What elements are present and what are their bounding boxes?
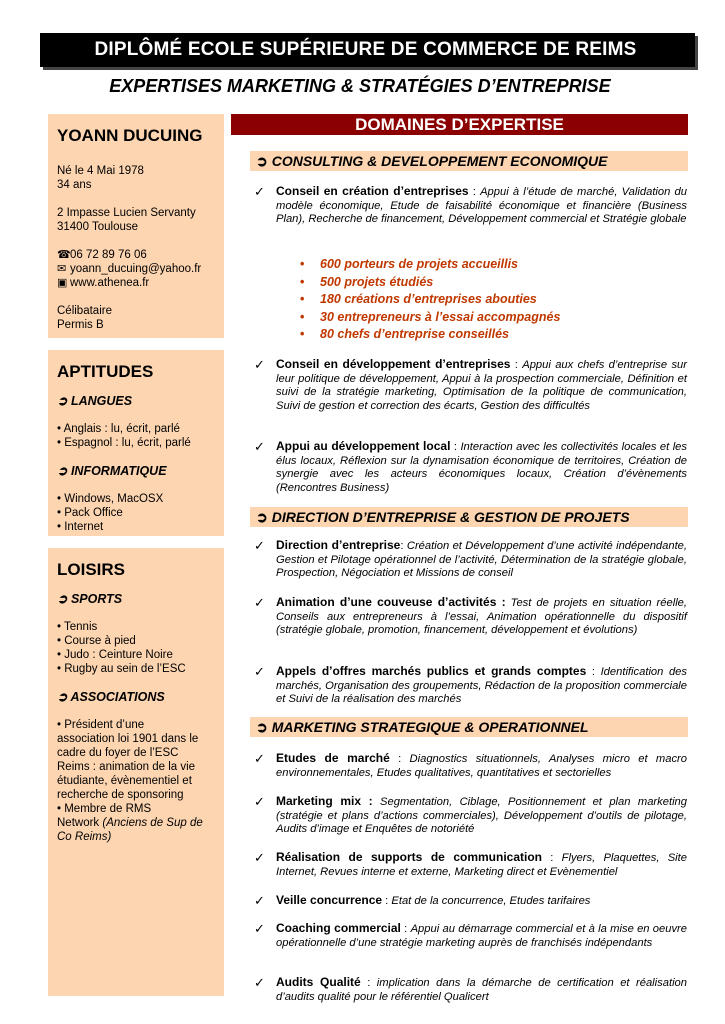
result-item: • 180 créations d’entreprises abouties xyxy=(300,291,680,309)
arrow-icon: ➲ xyxy=(256,719,268,735)
sport-item: • Judo : Ceinture Noire xyxy=(57,649,173,661)
check-icon: ✓ xyxy=(254,664,265,679)
association-line: Co Reims) xyxy=(57,831,112,843)
website-link[interactable]: www.athenea.fr xyxy=(70,277,150,289)
check-icon: ✓ xyxy=(254,794,265,809)
sport-item: • Tennis xyxy=(57,621,98,633)
marital-status: Célibataire xyxy=(57,305,112,317)
check-icon: ✓ xyxy=(254,357,265,372)
aptitudes-box xyxy=(48,350,224,536)
expertise-item: ✓ Direction d’entreprise: Création et Développement d’une activité indépendante, Gestion et Pilotage opérationnel de l’activité, Détermination de la stratégie globale, Prospection, Négociation et Missions de conseil xyxy=(254,538,688,579)
check-icon: ✓ xyxy=(254,893,265,908)
expertise-item: ✓ Conseil en création d’entreprises : Appui à l’étude de marché, Validation du modèle économique, Etude de faisabilité économique et financière (Business Plan), Recherche de financement, Développement commercial et Stratégie globale xyxy=(254,184,687,225)
associations-heading: ➲ ASSOCIATIONS xyxy=(57,690,165,704)
result-item: • 80 chefs d’entreprise conseillés xyxy=(300,326,680,344)
address-line-2: 31400 Toulouse xyxy=(57,221,138,233)
check-icon: ✓ xyxy=(254,538,265,553)
expertise-item: ✓ Etudes de marché : Diagnostics situationnels, Analyses micro et macro environnementales, Etudes qualitatives, quantitatives et sectorielles xyxy=(254,751,687,779)
expertise-item: ✓ Appui au développement local : Interaction avec les collectivités locales et les élus locaux, Réflexion sur la dynamisation économique de territoires, Création de synergie avec les acteurs économiques locaux, Création d’évènements (Rencontres Business) xyxy=(254,439,687,494)
results-list xyxy=(300,256,680,344)
phone-row xyxy=(57,248,216,262)
computing-item: • Pack Office xyxy=(57,507,123,519)
envelope-icon: ✉ xyxy=(57,263,67,275)
expertise-item: ✓ Veille concurrence : Etat de la concurrence, Etudes tarifaires xyxy=(254,893,591,908)
check-icon: ✓ xyxy=(254,439,265,454)
arrow-icon: ➲ xyxy=(256,509,268,525)
document-subtitle: EXPERTISES MARKETING & STRATÉGIES D’ENTREPRISE xyxy=(109,76,611,96)
candidate-name: YOANN DUCUING xyxy=(57,126,203,145)
website-row xyxy=(57,276,216,290)
document-title: DIPLÔMÉ ECOLE SUPÉRIEURE DE COMMERCE DE REIMS xyxy=(94,39,637,60)
section-management: ➲ DIRECTION D’ENTREPRISE & GESTION DE PROJETS xyxy=(250,507,688,527)
phone-icon: ☎ xyxy=(57,249,71,261)
birth-date: Né le 4 Mai 1978 xyxy=(57,165,144,177)
association-line: association loi 1901 dans le xyxy=(57,733,199,745)
association-line: Network (Anciens de Sup de xyxy=(57,817,203,829)
result-item: • 500 projets étudiés xyxy=(300,274,680,292)
check-icon: ✓ xyxy=(254,751,265,766)
sport-item: • Rugby au sein de l’ESC xyxy=(57,663,186,675)
age: 34 ans xyxy=(57,179,92,191)
association-line: étudiante, évènementiel et xyxy=(57,775,192,787)
sports-heading: ➲ SPORTS xyxy=(57,592,123,606)
check-icon: ✓ xyxy=(254,975,265,990)
expertise-item: ✓ Animation d’une couveuse d’activités : Test de projets en situation réelle, Conseils aux entrepreneurs à l’essai, Animation opérationnelle du dispositif (stratégie globale, promotion, financement, développement et évolutions) xyxy=(254,595,688,636)
address-line-1: 2 Impasse Lucien Servanty xyxy=(57,207,196,219)
expertise-item: ✓ Coaching commercial : Appui au démarrage commercial et à la mise en oeuvre opérationnelle d’une stratégie marketing auprès de franchisés indépendants xyxy=(254,921,688,949)
section-marketing: ➲ MARKETING STRATEGIQUE & OPERATIONNEL xyxy=(250,717,688,737)
language-item: • Espagnol : lu, écrit, parlé xyxy=(57,437,191,449)
aptitudes-title: APTITUDES xyxy=(57,362,154,381)
hobbies-title: LOISIRS xyxy=(57,560,126,579)
driving-license: Permis B xyxy=(57,319,104,331)
association-line: • Membre de RMS xyxy=(57,803,152,815)
arrow-icon: ➲ xyxy=(57,394,71,408)
expertise-title: DOMAINES D’EXPERTISE xyxy=(231,114,688,135)
association-line: recherche de sponsoring xyxy=(57,789,184,801)
arrow-icon: ➲ xyxy=(256,153,268,169)
check-icon: ✓ xyxy=(254,184,265,199)
arrow-icon: ➲ xyxy=(57,464,71,478)
computing-item: • Windows, MacOSX xyxy=(57,493,164,505)
hobbies-box xyxy=(48,548,224,996)
result-item: • 600 porteurs de projets accueillis xyxy=(300,256,680,274)
phone-number: 06 72 89 76 06 xyxy=(70,249,147,261)
sport-item: • Course à pied xyxy=(57,635,136,647)
email-row xyxy=(57,262,216,276)
arrow-icon: ➲ xyxy=(57,592,71,606)
expertise-item: ✓ Appels d’offres marchés publics et grands comptes : Identification des marchés, Organisation des groupements, Rédaction de la proposition commerciale et Suivi de la réalisation des marchés xyxy=(254,664,687,705)
expertise-item: ✓ Marketing mix : Segmentation, Ciblage, Positionnement et plan marketing (stratégie et plans d’actions commerciales), Développement d’outils de pilotage, Audits d’image et Enquêtes de notoriété xyxy=(254,794,688,835)
association-line: • Président d’une xyxy=(57,719,145,731)
identity-box xyxy=(48,114,224,338)
result-item: • 30 entrepreneurs à l’essai accompagnés xyxy=(300,309,680,327)
computing-item: • Internet xyxy=(57,521,104,533)
association-line: Reims : animation de la vie xyxy=(57,761,196,773)
arrow-icon: ➲ xyxy=(57,690,71,704)
expertise-item: ✓ Conseil en développement d’entreprises : Appui aux chefs d’entreprise sur leur politique de développement, Appui à la prospection commerciale, Définition et suivi de la stratégie marketing, Optimisation de la politique de communication, Suivi de gestion et correction des écarts, Gestion des difficultés xyxy=(254,357,687,412)
title-bar xyxy=(40,33,695,67)
email-link[interactable]: yoann_ducuing@yahoo.fr xyxy=(70,263,202,275)
expertise-item: ✓ Réalisation de supports de communication : Flyers, Plaquettes, Site Internet, Revues interne et externe, Marketing direct et Evènementiel xyxy=(254,850,687,878)
language-item: • Anglais : lu, écrit, parlé xyxy=(57,423,180,435)
computing-heading: ➲ INFORMATIQUE xyxy=(57,464,167,478)
check-icon: ✓ xyxy=(254,595,265,610)
computer-icon: ▣ xyxy=(57,277,68,289)
expertise-item: ✓ Audits Qualité : implication dans la démarche de certification et réalisation d’audits qualité pour le référentiel Qualicert xyxy=(254,975,688,1003)
check-icon: ✓ xyxy=(254,850,265,865)
association-line: cadre du foyer de l’ESC xyxy=(57,747,179,759)
section-consulting: ➲ CONSULTING & DEVELOPPEMENT ECONOMIQUE xyxy=(250,151,688,171)
check-icon: ✓ xyxy=(254,921,265,936)
languages-heading: ➲ LANGUES xyxy=(57,394,133,408)
